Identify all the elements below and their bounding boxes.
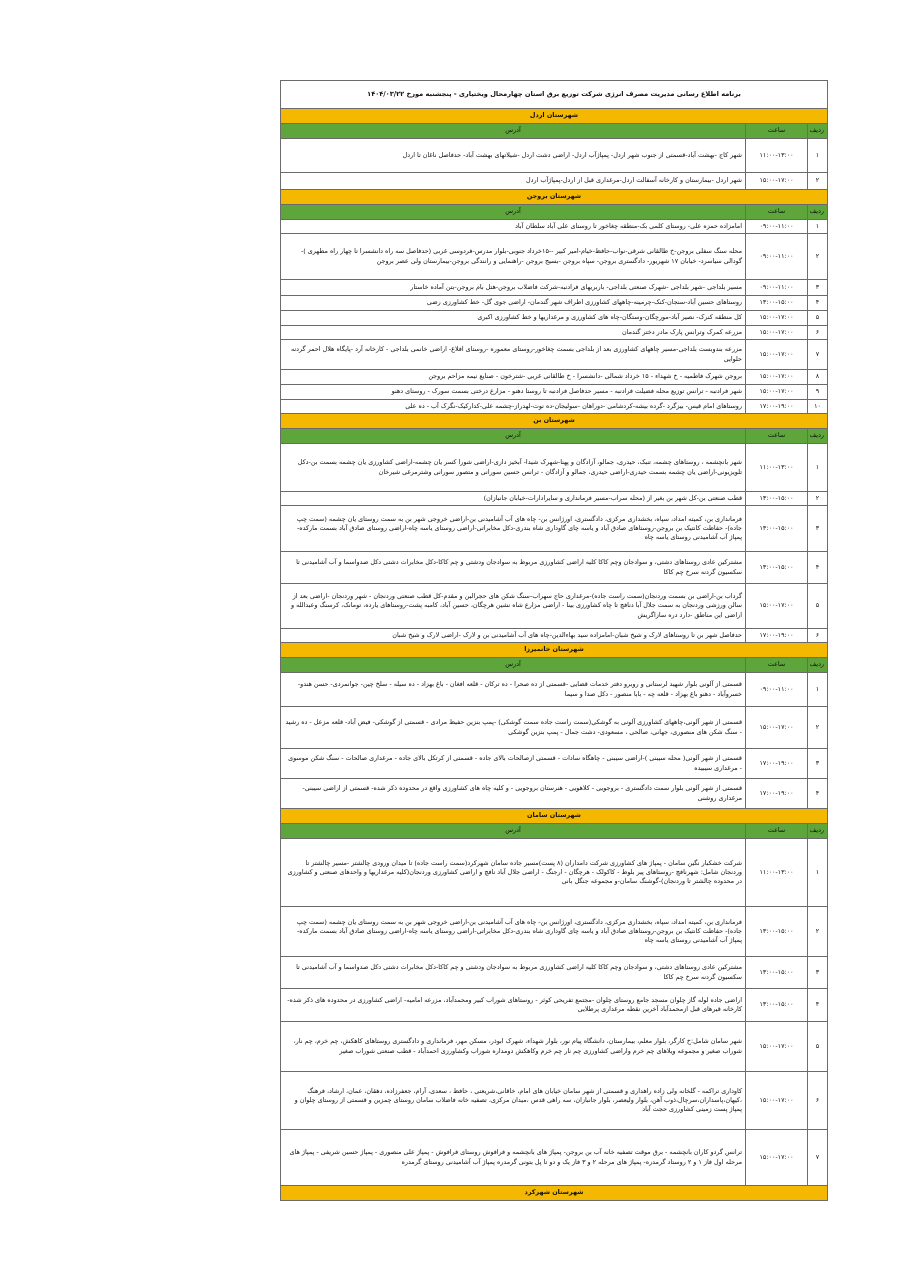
county-name: شهرستان شهرکرد: [281, 1186, 828, 1201]
county-header-row: [281, 190, 828, 205]
outage-time: ۱۵:۰۰-۱۷:۰۰: [746, 326, 808, 340]
row-number: ۲: [808, 492, 828, 506]
outage-address: فرمانداری بن، کمیته امداد، سپاه، بخشداری مرکزی، دادگستری، اورژانس بن- چاه های آب آشامیدنی بن-اراضی خروجی شهر بن به سمت روستای یان چشمه (سمت چپ جاده)- حفاظت کانتیک بن بروجن-روستاهای صادق آباد و یاسه چای گاوداری شاه بندری-دکل مخابراتی-اراضی روستای یاسه چاه-اراضی روستای صادق آباد بسمت مارکده- پمپاژ آب آشامیدنی روستای یاسه چاه: [281, 506, 746, 552]
county-header-row: [281, 1186, 828, 1201]
time-header: ساعت: [746, 124, 808, 139]
outage-time: ۱۱:۰۰-۱۳:۰۰: [746, 839, 808, 907]
row-number: ۵: [808, 311, 828, 326]
row-number: ۳: [808, 506, 828, 552]
table-row: [281, 340, 828, 370]
outage-address: گرداب بن-اراضی بن بسمت وردنجان(سمت راست جاده)-مرغداری حاج سهراب-سنگ شکن های حجرالبن و مقدم-کل قطب صنعتی وردنجان - شهر وردنجان -اراضی بعد از سالن ورزشی وردنجان به سمت جلال آبا دنافچ تا چاه کشاورزی بینا - اراضی مزارع شاه نشین هرچگان، حسین آباد، کامبه پشت-روستاهای یارده، تومانک، کرسنگ وعبدالله و اراضی این مناطق -دارد دره سازاگریش: [281, 584, 746, 629]
outage-time: ۱۵:۰۰-۱۷:۰۰: [746, 1130, 808, 1186]
row-number: ۴: [808, 296, 828, 311]
table-row: [281, 234, 828, 280]
column-header-row: [281, 124, 828, 139]
row-number: ۷: [808, 1130, 828, 1186]
table-row: [281, 749, 828, 779]
table-row: [281, 907, 828, 957]
outage-time: ۱۱:۰۰-۱۳:۰۰: [746, 444, 808, 492]
outage-time: ۱۵:۰۰-۱۷:۰۰: [746, 173, 808, 190]
row-number: ۶: [808, 629, 828, 643]
table-row: [281, 139, 828, 173]
county-header-row: [281, 109, 828, 124]
column-header-row: [281, 824, 828, 839]
address-header: آدرس: [281, 205, 746, 220]
county-name: شهرستان بن: [281, 414, 828, 429]
outage-address: بروجن شهرک فاطمیه - خ شهداء - ۱۵ خرداد شمالی -دانشسرا - خ طالقانی غربی -شترخون - صنایع نیمه مزاحم بروجن: [281, 370, 746, 385]
outage-address: کل منطقه کنرک- نصیر آباد-مورچگان-وستگان-چاه های کشاورزی و مرغداریها و خط کشاورزی اکبری: [281, 311, 746, 326]
outage-time: ۱۷:۰۰-۱۹:۰۰: [746, 749, 808, 779]
row-number: ۵: [808, 1022, 828, 1072]
address-header: آدرس: [281, 124, 746, 139]
outage-address: ترانس گردو کاران بانچشمه - برق موقت تصفیه خانه آب بن بروجن- پمپاژ های بانچشمه و فرافوش روستای فرافوش - پمپاژ علی منصوری - پمپاژ حسین شریفی - پمپاژ های مرحله اول فاز ۱ و ۲ روستاد گرمدره- پمپاژ های مرحله ۲ و ۳ فاز یک و دو تا پل بتونی گرمدره پمپاژ آب آشامیدنی روستای گرمدره: [281, 1130, 746, 1186]
row-number: ۴: [808, 989, 828, 1022]
row-number: ۷: [808, 340, 828, 370]
table-row: [281, 370, 828, 385]
outage-address: شهر کاج -بهشت آباد-قسمتی از جنوب شهر اردل- پمپاژآب اردل- اراضی دشت اردل -شیلاتهای بهشت آباد- حدفاصل ناغان تا اردل: [281, 139, 746, 173]
row-number-header: ردیف: [808, 124, 828, 139]
row-number: ۳: [808, 957, 828, 989]
table-row: [281, 1072, 828, 1130]
outage-address: مشترکین عادی روستاهای دشتی، و سوادجان وچم کاکا کلیه اراضی کشاورزی مربوط به سوادجان ودشتی و چم کاکا-دکل مخابرات دشتی دکل صدواسما و آب آشامیدنی تا سکسیون گردنه سرخ چم کاکا: [281, 957, 746, 989]
outage-time: ۰۹:۰۰-۱۱:۰۰: [746, 280, 808, 296]
outage-address: قسمتی از شهر آلونی،چاههای کشاورزی آلونی به گوشکی(سمت راست جاده سمت گوشکی) -پمپ بنزین حفیظ مرادی - قسمتی از گوشکی- فیض آباد- قلعه مزعل - ده رشید - سنگ شکن های منصوری، جهانی، صالحی ، مسعودی- دشت جمال - پمپ بنزین گوشکی: [281, 707, 746, 749]
outage-time: ۱۳:۰۰-۱۵:۰۰: [746, 989, 808, 1022]
outage-time: ۱۵:۰۰-۱۷:۰۰: [746, 1022, 808, 1072]
county-name: شهرستان سامان: [281, 809, 828, 824]
column-header-row: [281, 429, 828, 444]
title-row: [281, 81, 828, 109]
table-row: [281, 492, 828, 506]
outage-address: قسمتی از آلونی بلوار شهید لرستانی و روبرو دفتر خدمات قضایی -قسمتی از ده صحرا - ده ترکان - قلعه افغان - باغ بهزاد - ده سیله - سلخ چین- جوانمردی- حسن هندو- خسروآباد - دهنو باغ بهزاد - قلعه چه - بابا منصور - دکل صدا و سیما: [281, 673, 746, 707]
outage-address: مزرعه کمرک وترانس پارک مادر دختر گندمان: [281, 326, 746, 340]
time-header: ساعت: [746, 658, 808, 673]
outage-address: شهر سامان شامل:خ کارگر، بلوار معلم، بیمارستان، دانشگاه پیام نور، بلوار شهداء، شهرک ابوذر، مسکن مهر، فرمانداری و دادگستری روستاهای کاهکش، چم خرم، چم نار، شوراب صغیر و مجموعه ویلاهای چم خرم واراضی کشاورزی چم نار چم خرم وکاهکش دومداره شوراب وکشاورزی احمدآباد - قطب صنعتی شوراب صغیر: [281, 1022, 746, 1072]
table-row: [281, 444, 828, 492]
table-row: [281, 707, 828, 749]
row-number: ۳: [808, 749, 828, 779]
table-row: [281, 296, 828, 311]
row-number: ۱: [808, 673, 828, 707]
outage-address: امامزاده حمزه علی- روستای کلمی بک-منطقه چغاخور تا روستای علی آباد سلطان آباد: [281, 220, 746, 234]
outage-address: قسمتی از شهر آلونی( محله سیبنی )-اراضی سیبنی - چاهگاه سادات - قسمتی ازصالحات بالای جاده - قسمتی از کرتکل بالای جاده - مرغداری صالحات - سنگ شکن موسوی - مرغداری سیبیده: [281, 749, 746, 779]
time-header: ساعت: [746, 824, 808, 839]
outage-address: محله سنگ سفلی بروجن-خ طالقانی شرقی-نواب-حافظ-خیام-امیر کبیر --۱۵خرداد جنوبی-بلوار مدرس-فردوسی غربی (حدفاصل سه راه دانشسرا تا چهار راه مطهری )-گودالی سیاسرد- خیابان ۱۷ شهریور- دادگستری بروجن- سپاه بروجن -بسیج بروجن -راهنمایی و رانندگی بروجن-بیمارستان ولی عصر بروجن: [281, 234, 746, 280]
time-header: ساعت: [746, 429, 808, 444]
table-row: [281, 506, 828, 552]
county-header-row: [281, 643, 828, 658]
row-number: ۱: [808, 139, 828, 173]
table-row: [281, 326, 828, 340]
outage-time: ۱۳:۰۰-۱۵:۰۰: [746, 957, 808, 989]
county-name: شهرستان بروجن: [281, 190, 828, 205]
table-row: [281, 552, 828, 584]
outage-address: قسمتی از شهر آلونی بلوار سمت دادگستری - بروجویی - کلاهویی - هنرستان بروجویی - و کلیه چاه های کشاورزی واقع در محدوده ذکر شده- قسمتی از اراضی سیبنی-مرغداری روشنی: [281, 779, 746, 809]
outage-address: روستاهای حسین آباد-سنجان-کنک-چرمینه-چاههای کشاورزی اطراف شهر گندمان- اراضی جوی گل- خط کشاورزی رضی: [281, 296, 746, 311]
row-number: ۴: [808, 552, 828, 584]
outage-address: اراضی جاده لوله گاز چلوان مسجد جامع روستای چلوان -مجتمع تفریحی کوثر - روستاهای شوراب کبیر ومحمدآباد، مزرعه امامیه- اراضی کشاورزی در محدوده های ذکر شده-کارخانه قیرهای قبل ازمحمدآباد آخرین نقطه مرغداری پرطلایی: [281, 989, 746, 1022]
outage-address: فرمانداری بن، کمیته امداد، سپاه، بخشداری مرکزی، دادگستری، اورژانس بن- چاه های آب آشامیدنی بن-اراضی خروجی شهر بن به سمت روستای یان چشمه (سمت چپ جاده)- حفاظت کانتیک بن بروجن-روستاهای صادق آباد و یاسه چای گاوداری شاه بندری-دکل مخابراتی-اراضی روستای یاسه چاه-اراضی روستای صادق آباد بسمت مارکده- پمپاژ آب آشامیدنی روستای یاسه چاه: [281, 907, 746, 957]
outage-time: ۱۵:۰۰-۱۷:۰۰: [746, 340, 808, 370]
outage-time: ۱۳:۰۰-۱۵:۰۰: [746, 296, 808, 311]
row-number: ۱: [808, 220, 828, 234]
row-number: ۱۰: [808, 400, 828, 414]
table-row: [281, 400, 828, 414]
outage-time: ۰۹:۰۰-۱۱:۰۰: [746, 220, 808, 234]
outage-time: ۱۷:۰۰-۱۹:۰۰: [746, 629, 808, 643]
outage-address: شهر اردل -بیمارستان و کارخانه آسفالت اردل-مرغداری قبل از اردل-پمپاژآب اردل: [281, 173, 746, 190]
outage-address: روستاهای امام قیس- بیزگرد -گرده بیشه-کردشامی -دوراهان -سولیجان-ده نوت-لهدراز-چشمه علی-کدارکیک-نگرک آب - ده علی: [281, 400, 746, 414]
outage-time: ۱۵:۰۰-۱۷:۰۰: [746, 707, 808, 749]
outage-address: حدفاصل شهر بن تا روستاهای لارک و شیخ شبان-امامزاده سید بهاءالدین-چاه های آب آشامیدنی بن و لارک -اراضی لارک و شیخ شبان: [281, 629, 746, 643]
table-row: [281, 989, 828, 1022]
outage-address: مشترکین عادی روستاهای دشتی، و سوادجان وچم کاکا کلیه اراضی کشاورزی مربوط به سوادجان ودشتی و چم کاکا-دکل مخابرات دشتی دکل صدواسما و آب آشامیدنی تا سکسیون گردنه سرخ چم کاکا: [281, 552, 746, 584]
column-header-row: [281, 658, 828, 673]
outage-address: مسیر بلداجی -شهر بلداجی -شهرک صنعتی بلداجی- باربریهای فرادنبه-شرکت فاضلاب بروجن-هتل بام بروجن-بتن آماده خاستار: [281, 280, 746, 296]
table-row: [281, 385, 828, 400]
outage-time: ۱۵:۰۰-۱۷:۰۰: [746, 584, 808, 629]
row-number: ۱: [808, 444, 828, 492]
row-number: ۹: [808, 385, 828, 400]
table-row: [281, 173, 828, 190]
row-number: ۲: [808, 234, 828, 280]
address-header: آدرس: [281, 658, 746, 673]
outage-time: ۱۵:۰۰-۱۷:۰۰: [746, 311, 808, 326]
outage-time: ۱۷:۰۰-۱۹:۰۰: [746, 400, 808, 414]
table-row: [281, 1022, 828, 1072]
row-number: ۳: [808, 280, 828, 296]
table-row: [281, 957, 828, 989]
row-number: ۶: [808, 1072, 828, 1130]
table-row: [281, 629, 828, 643]
outage-time: ۱۵:۰۰-۱۷:۰۰: [746, 385, 808, 400]
address-header: آدرس: [281, 824, 746, 839]
row-number: ۶: [808, 326, 828, 340]
table-row: [281, 584, 828, 629]
county-name: شهرستان اردل: [281, 109, 828, 124]
county-header-row: [281, 414, 828, 429]
row-number-header: ردیف: [808, 658, 828, 673]
outage-time: ۰۹:۰۰-۱۱:۰۰: [746, 234, 808, 280]
row-number: ۴: [808, 779, 828, 809]
outage-address: شهر بانچشمه ، روستاهای چشمه، تنبک، حیدری، جمالو، آزادگان و پهنا-شهرک شیدا- آبخیز داری-اراضی شورا کسر یان چشمه-اراضی کشاورزی یان چشمه بسمت بن-دکل تلویزیونی-اراضی یان چشمه بسمت حیدری-اراضی حیدری، جمالو و آزادگان - ترانس حسین سورانی و متصور سورانی وشترمرغی شیرخان: [281, 444, 746, 492]
outage-time: ۱۳:۰۰-۱۵:۰۰: [746, 907, 808, 957]
document-title: برنامه اطلاع رسانی مدیریت مصرف انرژی شرکت توزیع برق استان چهارمحال وبختیاری - پنجشنبه مورخ ۱۴۰۴/۰۳/۲۲: [281, 81, 828, 109]
outage-time: ۱۵:۰۰-۱۷:۰۰: [746, 1072, 808, 1130]
outage-address: شرکت خشکبار نگین سامان - پمپاژ های کشاورزی شرکت دامداران (۸ پست)مسیر جاده سامان شهرکرد(سمت راست جاده) تا میدان ورودی چالشتر -مسیر چالشتر تا وردنجان شامل: شهرنافچ -روستاهای پیر بلوط - کاکولک - هرچگان - ارجنگ - اراضی جلال آباد نافچ و اراضی کشاورزی وردنجان(کلیه مرغداریها و واحدهای صنعتی و کشاورزی در محدوده چالشتر تا وردنجان)-گوشنگ سامان-و مجموعه جنگل بانی: [281, 839, 746, 907]
outage-time: ۱۳:۰۰-۱۵:۰۰: [746, 506, 808, 552]
outage-address: کاوداری تراکمه - گلخانه ولی زاده راهداری و قسمتی از شهر سامان خیابان های امام، خاقانی،شریعتی ، حافظ ، سعدی، آرام، جعفرزاده، دهقان، عمان، ارشاد، فرهنگ ،کیهان،پاسداران،سرچال،ذوب آهن، بلوار ولیعصر، بلوار جانبازان، سه راهی قدس ،میدان مرکزی، تصفیه خانه فاضلاب سامان روستای چمزین و قسمتی از روستای چلوان و پمپاژ پست زمینی کشاورزی حجت آباد: [281, 1072, 746, 1130]
outage-schedule-table: [280, 80, 828, 1201]
row-number: ۲: [808, 907, 828, 957]
row-number-header: ردیف: [808, 429, 828, 444]
table-row: [281, 839, 828, 907]
table-row: [281, 1130, 828, 1186]
row-number: ۲: [808, 707, 828, 749]
row-number-header: ردیف: [808, 205, 828, 220]
address-header: آدرس: [281, 429, 746, 444]
outage-address: قطب صنعتی بن-کل شهر بن بغیر از (محله سراب-مسیر فرمانداری و سایرادارات-خیابان جانبازان): [281, 492, 746, 506]
column-header-row: [281, 205, 828, 220]
outage-time: ۱۵:۰۰-۱۷:۰۰: [746, 370, 808, 385]
table-row: [281, 220, 828, 234]
row-number: ۲: [808, 173, 828, 190]
table-row: [281, 673, 828, 707]
outage-address: مزرعه بندوبست بلداجی-مسیر چاههای کشاورزی بعد از بلداجی بسمت چغاخور-روستای معموره -روستای افلاغ- اراضی خانمی بلداجی - کارخانه آرد -پایگاه هلال احمر گردنه حلوایی: [281, 340, 746, 370]
row-number: ۵: [808, 584, 828, 629]
outage-address: شهر فرادنبه - ترانس توزیع محله فضیلت فرادنبه - مسیر حدفاصل فرادنبه تا روستا دهنو - مزارع درختی بسمت سورک - روستای دهنو: [281, 385, 746, 400]
outage-time: ۱۳:۰۰-۱۵:۰۰: [746, 492, 808, 506]
row-number: ۸: [808, 370, 828, 385]
county-name: شهرستان خانمیرزا: [281, 643, 828, 658]
table-row: [281, 779, 828, 809]
row-number-header: ردیف: [808, 824, 828, 839]
outage-time: ۱۱:۰۰-۱۳:۰۰: [746, 139, 808, 173]
county-header-row: [281, 809, 828, 824]
table-row: [281, 311, 828, 326]
outage-time: ۱۳:۰۰-۱۵:۰۰: [746, 552, 808, 584]
outage-time: ۰۹:۰۰-۱۱:۰۰: [746, 673, 808, 707]
time-header: ساعت: [746, 205, 808, 220]
table-row: [281, 280, 828, 296]
outage-time: ۱۷:۰۰-۱۹:۰۰: [746, 779, 808, 809]
row-number: ۱: [808, 839, 828, 907]
